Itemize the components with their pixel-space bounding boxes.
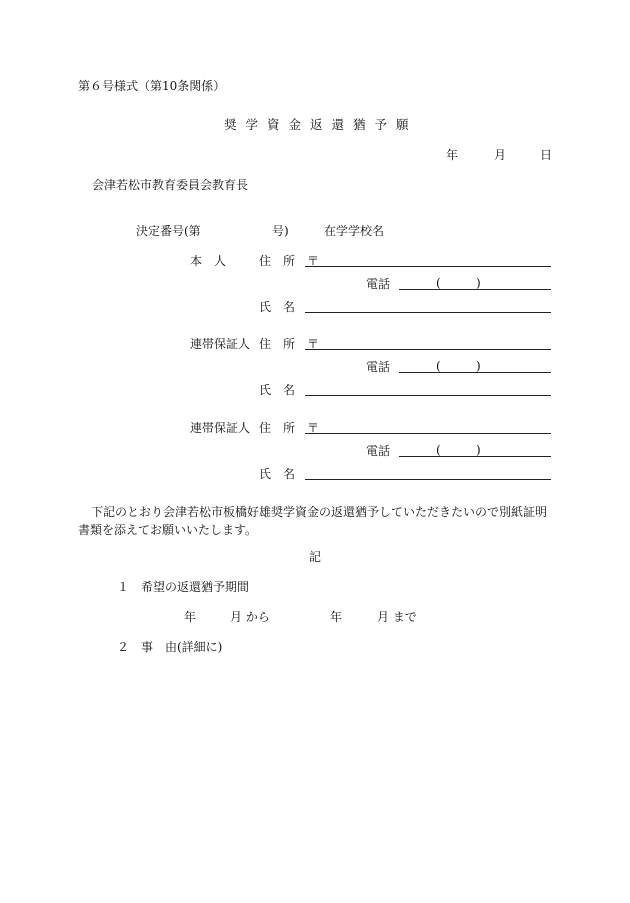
address-field[interactable] <box>305 433 551 434</box>
phone-paren-open: ( <box>436 276 441 290</box>
postal-mark: 〒 <box>307 254 320 268</box>
postal-mark: 〒 <box>307 421 320 435</box>
phone-label: 電話 <box>366 277 391 291</box>
item-2-label: ２ 事 由(詳細に) <box>117 640 223 654</box>
phone-paren-open: ( <box>436 359 441 373</box>
address-field[interactable] <box>305 266 551 267</box>
name-label: 氏 名 <box>259 383 296 397</box>
person-role: 連帯保証人 <box>190 421 251 435</box>
date-month: 月 <box>494 148 507 162</box>
person-role: 連帯保証人 <box>190 337 251 351</box>
school-name-label: 在学学校名 <box>324 224 385 238</box>
person-role: 本 人 <box>190 254 227 268</box>
name-field[interactable] <box>305 395 551 396</box>
phone-label: 電話 <box>366 360 391 374</box>
phone-field[interactable] <box>399 372 551 373</box>
address-field[interactable] <box>305 349 551 350</box>
postal-mark: 〒 <box>307 337 320 351</box>
request-body: 下記のとおり会津若松市板橋好雄奨学資金の返還猶予していただきたいので別紙証明書類を添えてお願いいたします。 <box>78 505 548 537</box>
phone-field[interactable] <box>399 289 551 290</box>
phone-field[interactable] <box>399 456 551 457</box>
decision-number-label: 決定番号(第 <box>136 224 201 238</box>
name-field[interactable] <box>305 479 551 480</box>
address-label: 住 所 <box>259 421 296 435</box>
decision-number-suffix: 号) <box>272 224 289 238</box>
form-number: 第６号様式（第10条関係） <box>78 79 226 93</box>
date-day: 日 <box>540 148 553 162</box>
phone-label: 電話 <box>366 444 391 458</box>
period-from-year: 年 <box>184 610 197 624</box>
phone-paren-close: ) <box>476 276 481 290</box>
form-title: 奨学資金返還猶予願 <box>224 117 418 132</box>
name-label: 氏 名 <box>259 467 296 481</box>
item-1-label: １ 希望の返還猶予期間 <box>117 580 250 594</box>
address-label: 住 所 <box>259 254 296 268</box>
period-from-month: 月 から <box>230 610 270 624</box>
ki-heading: 記 <box>309 550 322 564</box>
name-field[interactable] <box>305 312 551 313</box>
date-year: 年 <box>446 148 459 162</box>
period-to-year: 年 <box>330 610 343 624</box>
addressee: 会津若松市教育委員会教育長 <box>92 178 249 192</box>
phone-paren-close: ) <box>476 443 481 457</box>
phone-paren-open: ( <box>436 443 441 457</box>
period-to-month: 月 まで <box>377 610 417 624</box>
phone-paren-close: ) <box>476 359 481 373</box>
name-label: 氏 名 <box>259 300 296 314</box>
address-label: 住 所 <box>259 337 296 351</box>
